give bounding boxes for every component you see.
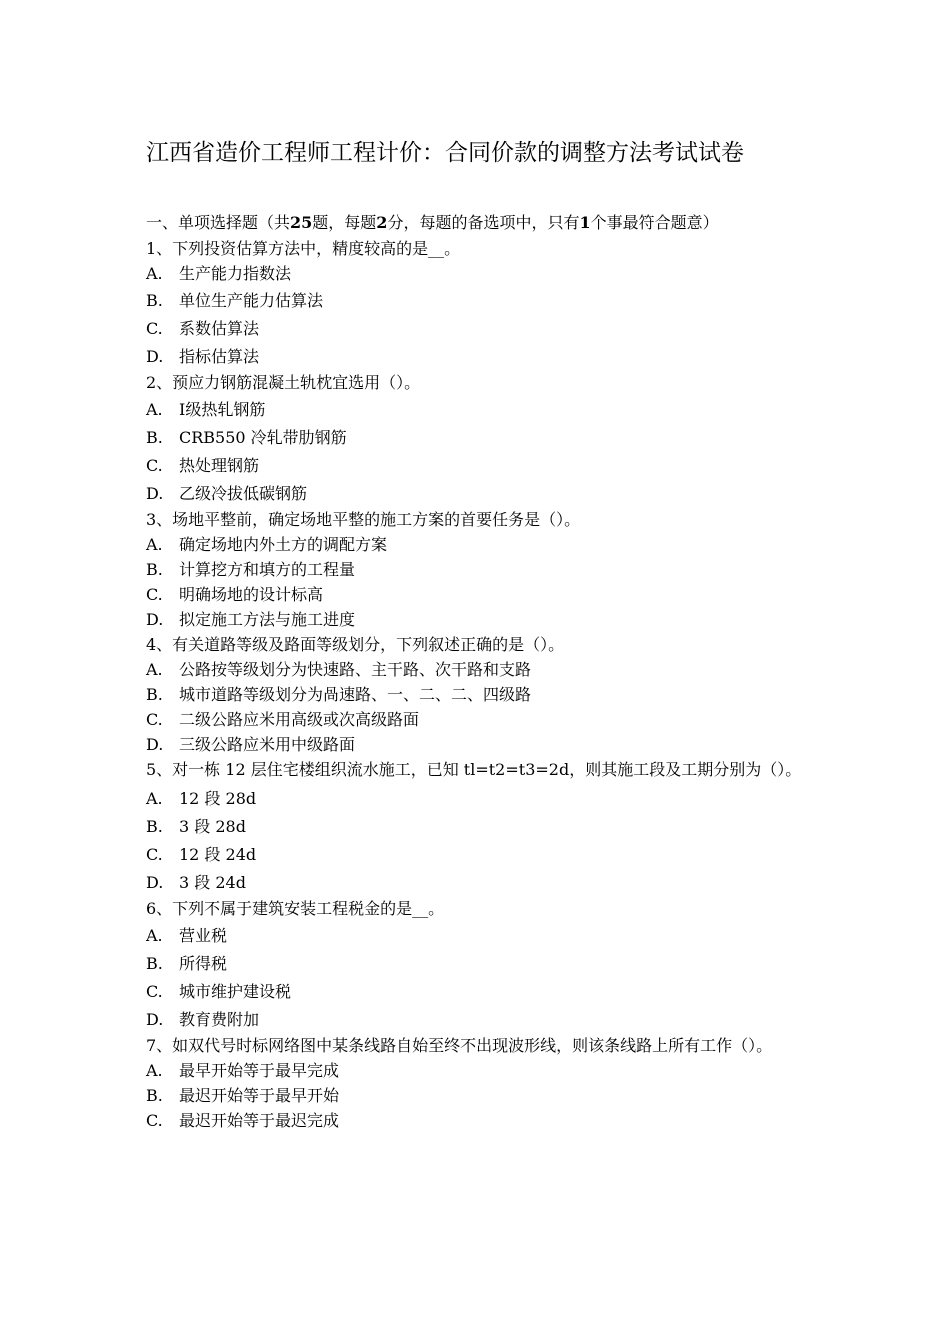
option-letter: C. — [146, 456, 163, 475]
section-heading-mid1: 题，每题 — [312, 213, 377, 232]
answer-option — [146, 480, 814, 508]
option-text: 教育费附加 — [179, 1010, 260, 1029]
answer-option — [146, 396, 814, 424]
answer-option — [146, 343, 814, 371]
answer-option — [146, 978, 814, 1006]
option-letter: A. — [146, 264, 163, 283]
option-text: 明确场地的设计标高 — [179, 585, 324, 604]
answer-option — [146, 683, 814, 708]
answer-option — [146, 315, 814, 343]
option-letter: A. — [146, 1061, 163, 1080]
option-letter: C. — [146, 1111, 163, 1130]
question-stem: 1、下列投资估算方法中，精度较高的是__。 — [146, 239, 461, 258]
answer-option — [146, 785, 814, 813]
document-title: 江西省造价工程师工程计价：合同价款的调整方法考试试卷 — [146, 140, 744, 166]
answer-option — [146, 287, 814, 315]
option-letter: D. — [146, 610, 164, 629]
option-text: CRB550 冷轧带肋钢筋 — [179, 428, 347, 447]
option-letter: A. — [146, 789, 163, 808]
answer-option — [146, 733, 814, 758]
option-text: 12 段 24d — [179, 845, 257, 864]
answer-option — [146, 950, 814, 978]
option-letter: B. — [146, 817, 163, 836]
option-text: 计算挖方和填方的工程量 — [179, 560, 356, 579]
option-text: 城市道路等级划分为咼速路、一、二、二、四级路 — [179, 685, 532, 704]
option-text: 最迟开始等于最迟完成 — [179, 1111, 340, 1130]
option-letter: A. — [146, 660, 163, 679]
option-letter: C. — [146, 710, 163, 729]
option-text: 最早开始等于最早完成 — [179, 1061, 340, 1080]
option-letter: A. — [146, 535, 163, 554]
answer-option — [146, 841, 814, 869]
question-count: 25 — [290, 213, 313, 232]
option-letter: B. — [146, 685, 163, 704]
option-letter: B. — [146, 560, 163, 579]
option-text: 生产能力指数法 — [179, 264, 292, 283]
question-stem: 6、下列不属于建筑安装工程税金的是__。 — [146, 899, 445, 918]
option-text: 3 段 24d — [179, 873, 246, 892]
answer-option — [146, 708, 814, 733]
option-letter: D. — [146, 484, 164, 503]
option-letter: A. — [146, 400, 163, 419]
option-letter: C. — [146, 982, 163, 1001]
section-heading-pre: 一、单项选择题（共 — [146, 213, 291, 232]
correct-count: 1 — [579, 213, 591, 232]
question-stem: 2、预应力钢筋混凝土轨枕宜选用（）。 — [146, 373, 421, 392]
answer-option — [146, 558, 814, 583]
answer-option — [146, 1059, 814, 1084]
answer-option — [146, 813, 814, 841]
option-letter: B. — [146, 1086, 163, 1105]
answer-option — [146, 452, 814, 480]
option-letter: D. — [146, 735, 164, 754]
answer-option — [146, 583, 814, 608]
option-letter: D. — [146, 1010, 164, 1029]
option-text: 确定场地内外土方的调配方案 — [179, 535, 388, 554]
option-letter: A. — [146, 926, 163, 945]
section-heading-post: 个事最符合题意） — [590, 213, 719, 232]
section-heading-mid2: 分，每题的备选项中，只有 — [387, 213, 580, 232]
option-letter: D. — [146, 347, 164, 366]
option-text: 公路按等级划分为快速路、主干路、次干路和支路 — [179, 660, 532, 679]
option-letter: C. — [146, 319, 163, 338]
option-text: 最迟开始等于最早开始 — [179, 1086, 340, 1105]
option-text: 城市维护建设税 — [179, 982, 292, 1001]
question-stem: 4、有关道路等级及路面等级划分，下列叙述正确的是（）。 — [146, 635, 565, 654]
option-letter: C. — [146, 585, 163, 604]
option-text: Ⅰ级热轧钢筋 — [179, 400, 266, 419]
document-body — [146, 211, 814, 1134]
option-text: 二级公路应米用高级或次高级路面 — [179, 710, 420, 729]
answer-option — [146, 658, 814, 683]
option-letter: B. — [146, 291, 163, 310]
option-text: 单位生产能力估算法 — [179, 291, 324, 310]
option-text: 拟定施工方法与施工进度 — [179, 610, 356, 629]
answer-option — [146, 424, 814, 452]
section-heading — [146, 211, 814, 235]
answer-option — [146, 922, 814, 950]
answer-option — [146, 1006, 814, 1034]
question-stem: 5、对一栋 12 层住宅楼组织流水施工，已知 tl=t2=t3=2d，则其施工段及工期分别为（）。 — [146, 760, 802, 779]
answer-option — [146, 1109, 814, 1134]
option-text: 热处理钢筋 — [179, 456, 260, 475]
option-letter: C. — [146, 845, 163, 864]
question-stem: 7、如双代号时标网络图中某条线路自始至终不出现波形线，则该条线路上所有工作（）。 — [146, 1036, 773, 1055]
option-text: 乙级冷拔低碳钢筋 — [179, 484, 308, 503]
points-per-question: 2 — [376, 213, 388, 232]
option-text: 营业税 — [179, 926, 228, 945]
option-letter: B. — [146, 954, 163, 973]
question-stem: 3、场地平整前，确定场地平整的施工方案的首要任务是（）。 — [146, 510, 581, 529]
answer-option — [146, 1084, 814, 1109]
answer-option — [146, 533, 814, 558]
answer-option — [146, 608, 814, 633]
option-text: 12 段 28d — [179, 789, 257, 808]
option-text: 所得税 — [179, 954, 228, 973]
answer-option — [146, 869, 814, 897]
answer-option — [146, 262, 814, 287]
option-text: 指标估算法 — [179, 347, 260, 366]
option-text: 三级公路应米用中级路面 — [179, 735, 356, 754]
option-text: 3 段 28d — [179, 817, 246, 836]
option-text: 系数估算法 — [179, 319, 260, 338]
option-letter: B. — [146, 428, 163, 447]
option-letter: D. — [146, 873, 164, 892]
